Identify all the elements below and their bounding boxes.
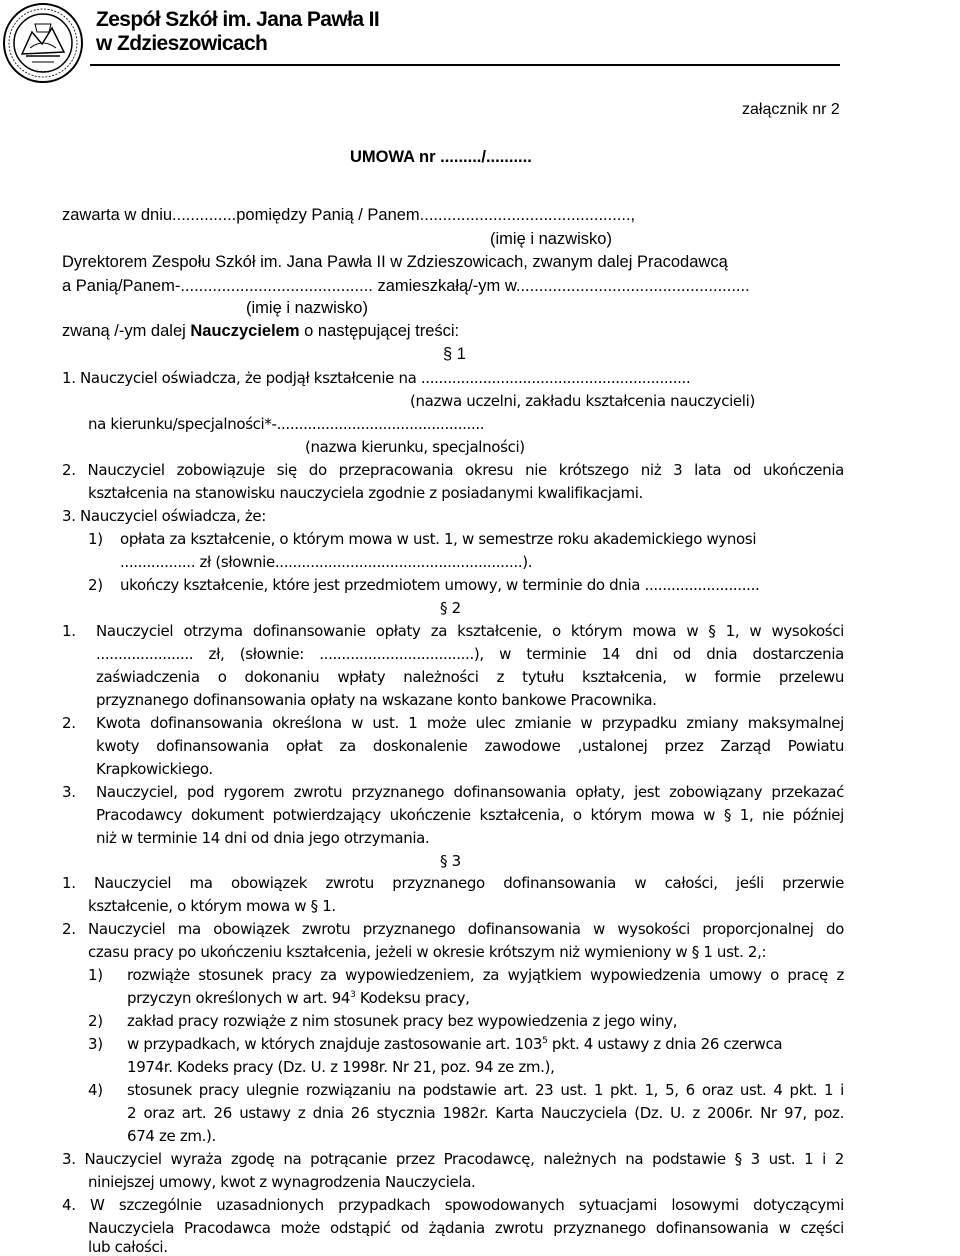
p3-sub-1-line-2-a: przyczyn określonych w art. 94 bbox=[127, 989, 351, 1007]
intro-note-3: (imię i nazwisko) bbox=[246, 299, 368, 317]
p3-item-4-line-3: lub całości. bbox=[88, 1238, 168, 1256]
p3-item-4-line-2: Nauczyciela Pracodawca może odstąpić od żądania zwrotu przyznanego dofinansowania w części bbox=[88, 1219, 844, 1237]
header-rule bbox=[90, 64, 840, 66]
p3-item-4-line-1: 4. W szczególnie uzasadnionych przypadkach spowodowanych sytuacjami losowymi dotyczącymi bbox=[62, 1196, 844, 1214]
p2-item-2-line-1: Kwota dofinansowania określona w ust. 1 może ulec zmianie w przypadku zmiany maksymalnej bbox=[96, 714, 844, 732]
p1-item-1-note: (nazwa uczelni, zakładu kształcenia nauczycieli) bbox=[410, 392, 755, 410]
p3-sub-1-line-2-sup: 3 bbox=[350, 990, 356, 1000]
intro-line-4-b: o następującej treści: bbox=[299, 322, 460, 340]
intro-note-1: (imię i nazwisko) bbox=[490, 230, 612, 248]
p3-sub-4-line-2: 2 oraz art. 26 ustawy z dnia 26 stycznia 1982r. Karta Nauczyciela (Dz. U. z 2006r. Nr 97, poz. bbox=[127, 1104, 844, 1122]
p3-sub-4-line-3: 674 ze zm.). bbox=[127, 1127, 216, 1145]
p3-item-2-line-2: czasu pracy po ukończeniu kształcenia, jeżeli w okresie krótszym niż wymieniony w § 1 ust. 2,: bbox=[88, 943, 767, 961]
p3-item-3-line-2: niniejszej umowy, kwot z wynagrodzenia Nauczyciela. bbox=[88, 1173, 476, 1191]
p2-item-3-num: 3. bbox=[62, 783, 76, 801]
p2-item-2-line-2: kwoty dofinansowania opłat za doskonalenie zawodowe ,ustalonej przez Zarząd Powiatu bbox=[96, 737, 844, 755]
p3-sub-4-line-1: stosunek pracy ulegnie rozwiązaniu na podstawie art. 23 ust. 1 pkt. 1, 5, 6 oraz ust. 4 pkt. 1 i bbox=[127, 1081, 844, 1099]
school-name-line2: w Zdzieszowicach bbox=[96, 32, 268, 55]
p1-sub-2-num: 2) bbox=[88, 576, 103, 594]
p3-sub-3-num: 3) bbox=[88, 1035, 103, 1053]
intro-line-4-a: zwaną /-ym dalej bbox=[62, 322, 191, 340]
school-name-line1: Zespół Szkół im. Jana Pawła II bbox=[96, 8, 380, 31]
p3-sub-1-line-1: rozwiąże stosunek pracy za wypowiedzeniem, za wyjątkiem wypowiedzenia umowy o pracę z bbox=[127, 966, 844, 984]
p3-sub-1-line-2 bbox=[127, 989, 470, 1007]
intro-line-4-bold: Nauczycielem bbox=[190, 322, 300, 340]
p1-item-1-b: na kierunku/specjalności*-............................................... bbox=[88, 415, 485, 433]
school-seal-logo bbox=[2, 2, 84, 84]
p2-item-3-line-3: niż w terminie 14 dni od dnia jego otrzymania. bbox=[96, 829, 430, 847]
p3-item-2-line-1: 2. Nauczyciel ma obowiązek zwrotu przyznanego dofinansowania w wysokości proporcjonalnej do bbox=[62, 920, 844, 938]
p3-sub-3-line-1-a: w przypadkach, w których znajduje zastosowanie art. 103 bbox=[127, 1035, 543, 1053]
p1-item-2-line-2: kształcenia na stanowisku nauczyciela zgodnie z posiadanymi kwalifikacjami. bbox=[88, 484, 643, 502]
p1-sub-1-line-1: opłata za kształcenie, o którym mowa w ust. 1, w semestrze roku akademickiego wynosi bbox=[120, 530, 757, 548]
p2-item-3-line-1: Nauczyciel, pod rygorem zwrotu przyznanego dofinansowania opłaty, jest zobowiązany przekazać bbox=[96, 783, 844, 801]
p3-item-1-line-2: kształcenie, o którym mowa w § 1. bbox=[88, 897, 336, 915]
p1-item-1-b-note: (nazwa kierunku, specjalności) bbox=[305, 438, 525, 456]
intro-line-1: zawarta w dniu..............pomiędzy Panią / Panem.............................................., bbox=[62, 206, 636, 224]
p3-sub-2-line-1: zakład pracy rozwiąże z nim stosunek pracy bez wypowiedzenia z jego winy, bbox=[127, 1012, 678, 1030]
p2-item-1-line-1: Nauczyciel otrzyma dofinansowanie opłaty za kształcenie, o którym mowa w § 1, w wysokości bbox=[96, 622, 844, 640]
intro-line-3: a Panią/Panem-.......................................... zamieszkałą/-ym w................................................... bbox=[62, 277, 750, 295]
p3-sub-1-line-2-b: Kodeksu pracy, bbox=[355, 989, 470, 1007]
p1-item-2-line-1: 2. Nauczyciel zobowiązuje się do przepracowania okresu nie krótszego niż 3 lata od ukończenia bbox=[62, 461, 844, 479]
p1-item-3: 3. Nauczyciel oświadcza, że: bbox=[62, 507, 266, 525]
section-3-heading: § 3 bbox=[440, 852, 461, 870]
section-2-heading: § 2 bbox=[440, 599, 461, 617]
p1-sub-2: ukończy kształcenie, które jest przedmiotem umowy, w terminie do dnia .......................... bbox=[120, 576, 760, 594]
p3-sub-3-line-1-sup: 5 bbox=[542, 1036, 548, 1046]
p1-item-1: 1. Nauczyciel oświadcza, że podjął kształcenie na ............................................................. bbox=[62, 369, 691, 387]
p2-item-1-line-3: zaświadczenia o dokonaniu wpłaty należności z tytułu kształcenia, w formie przelewu bbox=[96, 668, 844, 686]
p3-item-3-line-1: 3. Nauczyciel wyraża zgodę na potrącanie przez Pracodawcę, należnych na podstawie § 3 ust. 1 i 2 bbox=[62, 1150, 844, 1168]
attachment-label: załącznik nr 2 bbox=[742, 101, 840, 118]
p3-sub-1-num: 1) bbox=[88, 966, 103, 984]
p2-item-1-num: 1. bbox=[62, 622, 76, 640]
intro-line-2: Dyrektorem Zespołu Szkół im. Jana Pawła II w Zdzieszowicach, zwanym dalej Pracodawcą bbox=[62, 253, 728, 271]
intro-line-4 bbox=[62, 322, 459, 341]
p2-item-3-line-2: Pracodawcy dokument potwierdzający ukończenie kształcenia, o którym mowa w § 1, nie później bbox=[96, 806, 844, 824]
p2-item-1-line-4: przyznanego dofinansowania opłaty na wskazane konto bankowe Pracownika. bbox=[96, 691, 657, 709]
document-title: UMOWA nr ........./.......... bbox=[350, 148, 532, 166]
p3-sub-3-line-1 bbox=[127, 1035, 782, 1053]
p3-sub-4-num: 4) bbox=[88, 1081, 103, 1099]
p3-item-1-line-1: 1. Nauczyciel ma obowiązek zwrotu przyznanego dofinansowania w całości, jeśli przerwie bbox=[62, 874, 844, 892]
section-1-heading: § 1 bbox=[443, 345, 466, 363]
p2-item-1-line-2: ...................... zł, (słownie: ...................................), w terminie 14 dni od dnia dostarczenia bbox=[96, 645, 844, 663]
svg-text:• • • •: • • • • bbox=[36, 70, 50, 76]
p1-sub-1-num: 1) bbox=[88, 530, 103, 548]
p2-item-2-line-3: Krapkowickiego. bbox=[96, 760, 213, 778]
p3-sub-2-num: 2) bbox=[88, 1012, 103, 1030]
p2-item-2-num: 2. bbox=[62, 714, 76, 732]
p1-sub-1-line-2: ................. zł (słownie........................................................). bbox=[120, 553, 533, 571]
p3-sub-3-line-1-b: pkt. 4 ustawy z dnia 26 czerwca bbox=[547, 1035, 783, 1053]
p3-sub-3-line-2: 1974r. Kodeks pracy (Dz. U. z 1998r. Nr 21, poz. 94 ze zm.), bbox=[127, 1058, 555, 1076]
